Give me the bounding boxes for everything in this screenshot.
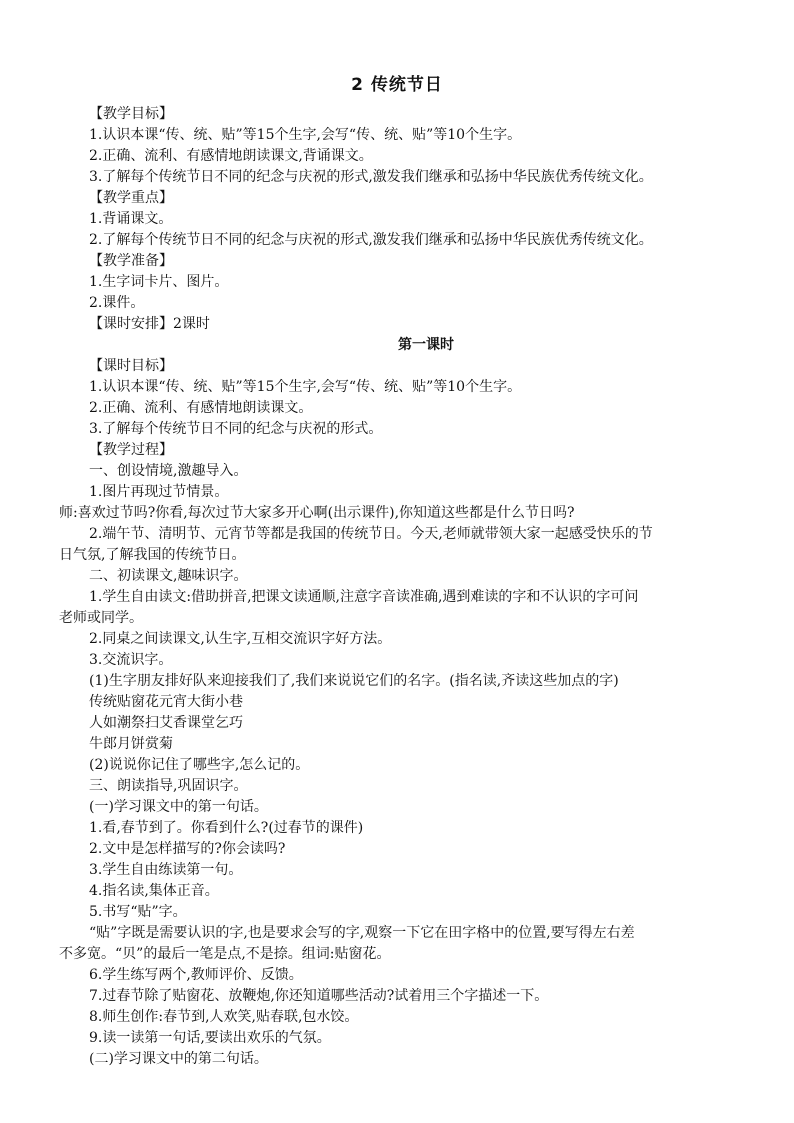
process-line: “贴”字既是需要认识的字,也是要求会写的字,观察一下它在田字格中的位置,要写得左右差 bbox=[89, 925, 635, 941]
process-line: 1.看,春节到了。你看到什么?(过春节的课件) bbox=[89, 820, 364, 836]
process-line: 2.同桌之间读课文,认生字,互相交流识字好方法。 bbox=[89, 631, 392, 647]
goal-item-3: 3.了解每个传统节日不同的纪念与庆祝的形式,激发我们继承和弘扬中华民族优秀传统文化。 bbox=[89, 169, 653, 185]
document-body bbox=[59, 104, 763, 1070]
process-line: 老师或同学。 bbox=[59, 610, 143, 626]
vocab-line: 牛郎月饼赏菊 bbox=[89, 736, 173, 752]
prep-item-2: 2.课件。 bbox=[89, 295, 145, 311]
process-step-2: 二、初读课文,趣味识字。 bbox=[89, 568, 248, 584]
heading-preparation: 【教学准备】 bbox=[89, 253, 173, 269]
process-line: (一)学习课文中的第一句话。 bbox=[89, 799, 268, 815]
process-line: 不多宽。“贝”的最后一笔是点,不是捺。组词:贴窗花。 bbox=[59, 946, 391, 962]
process-line: (1)生字朋友排好队来迎接我们了,我们来说说它们的名字。(指名读,齐读这些加点的字) bbox=[89, 673, 619, 689]
process-step-1: 一、创设情境,激趣导入。 bbox=[89, 463, 248, 479]
page-title: 2 传统节日 bbox=[351, 75, 443, 95]
heading-lesson-goals: 【课时目标】 bbox=[89, 358, 173, 374]
focus-item-2: 2.了解每个传统节日不同的纪念与庆祝的形式,激发我们继承和弘扬中华民族优秀传统文化。 bbox=[89, 232, 653, 248]
heading-teaching-goals: 【教学目标】 bbox=[89, 106, 173, 122]
process-step-3: 三、朗读指导,巩固识字。 bbox=[89, 778, 248, 794]
process-line: 7.过春节除了贴窗花、放鞭炮,你还知道哪些活动?试着用三个字描述一下。 bbox=[89, 988, 549, 1004]
process-line: 2.文中是怎样描写的?你会读吗? bbox=[89, 841, 286, 857]
process-line: 4.指名读,集体正音。 bbox=[89, 883, 219, 899]
focus-item-1: 1.背诵课文。 bbox=[89, 211, 173, 227]
heading-teaching-focus: 【教学重点】 bbox=[89, 190, 173, 206]
section-title: 第一课时 bbox=[398, 337, 454, 353]
process-line: 9.读一读第一句话,要读出欢乐的气氛。 bbox=[89, 1030, 331, 1046]
goal-item-2: 2.正确、流利、有感情地朗读课文,背诵课文。 bbox=[89, 148, 373, 164]
process-line: 1.图片再现过节情景。 bbox=[89, 484, 229, 500]
process-line: 1.学生自由读文:借助拼音,把课文读通顺,注意字音读准确,遇到难读的字和不认识的字可问 bbox=[89, 589, 639, 605]
process-line: 2.端午节、清明节、元宵节等都是我国的传统节日。今天,老师就带领大家一起感受快乐的节 bbox=[89, 526, 653, 542]
goal-item-1: 1.认识本课“传、统、贴”等15个生字,会写“传、统、贴”等10个生字。 bbox=[89, 127, 522, 143]
process-line: 3.学生自由练读第一句。 bbox=[89, 862, 243, 878]
vocab-line: 人如潮祭扫艾香课堂乞巧 bbox=[89, 715, 243, 731]
lesson-goal-1: 1.认识本课“传、统、贴”等15个生字,会写“传、统、贴”等10个生字。 bbox=[89, 379, 522, 395]
process-line: (二)学习课文中的第二句话。 bbox=[89, 1051, 268, 1067]
schedule-line: 【课时安排】2课时 bbox=[89, 316, 210, 332]
process-line: 8.师生创作:春节到,人欢笑,贴春联,包水饺。 bbox=[89, 1009, 359, 1025]
lesson-goal-2: 2.正确、流利、有感情地朗读课文。 bbox=[89, 400, 313, 416]
process-line: (2)说说你记住了哪些字,怎么记的。 bbox=[89, 757, 310, 773]
process-line: 日气氛,了解我国的传统节日。 bbox=[59, 547, 246, 563]
process-line: 师:喜欢过节吗?你看,每次过节大家多开心啊(出示课件),你知道这些都是什么节日吗? bbox=[59, 505, 575, 521]
process-line: 6.学生练写两个,教师评价、反馈。 bbox=[89, 967, 303, 983]
process-line: 3.交流识字。 bbox=[89, 652, 173, 668]
heading-process: 【教学过程】 bbox=[89, 442, 173, 458]
lesson-goal-3: 3.了解每个传统节日不同的纪念与庆祝的形式。 bbox=[89, 421, 383, 437]
process-line: 5.书写“贴”字。 bbox=[89, 904, 187, 920]
vocab-line: 传统贴窗花元宵大街小巷 bbox=[89, 694, 243, 710]
prep-item-1: 1.生字词卡片、图片。 bbox=[89, 274, 229, 290]
